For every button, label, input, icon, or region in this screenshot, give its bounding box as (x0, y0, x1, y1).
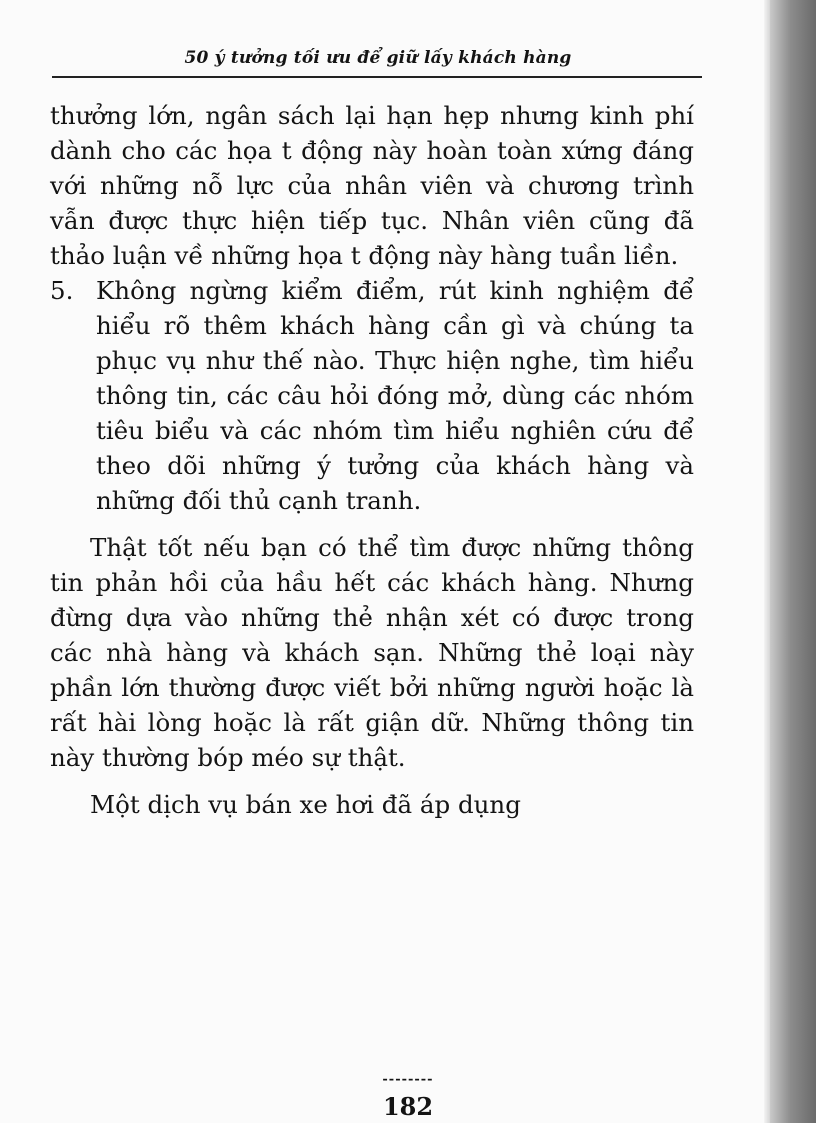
header-rule (52, 76, 702, 78)
continuation-paragraph: thưởng lớn, ngân sách lại hạn hẹp nhưng kinh phí dành cho các họa t động này hoàn toàn xứng đáng với những nỗ lực của nhân viên và chương trình vẫn được thực hiện tiếp tục. Nhân viên cũng đã thảo luận về những họa t động này hàng tuần liền. (50, 101, 694, 270)
item-text: Không ngừng kiểm điểm, rút kinh nghiệm để hiểu rõ thêm khách hàng cần gì và chúng ta phục vụ như thế nào. Thực hiện nghe, tìm hiểu thông tin, các câu hỏi đóng mở, dùng các nhóm tiêu biểu và các nhóm tìm hiểu nghiên cứu để theo dõi những ý tưởng của khách hàng và những đối thủ cạnh tranh. (96, 276, 694, 515)
running-header: 50 ý tưởng tối ưu để giữ lấy khách hàng (184, 48, 572, 68)
item-number: 5. (50, 276, 74, 305)
paragraph-2: Thật tốt nếu bạn có thể tìm được những thông tin phản hồi của hầu hết các khách hàng. Nhưng đừng dựa vào những thẻ nhận xét có được trong các nhà hàng và khách sạn. Những thẻ loại này phần lớn thường được viết bởi những người hoặc là rất hài lòng hoặc là rất giận dữ. Những thông tin này thường bóp méo sự thật. (50, 533, 694, 772)
book-spine (770, 0, 816, 1123)
page-number: 182 (382, 1092, 434, 1121)
body-text (50, 98, 694, 822)
numbered-item (50, 273, 694, 518)
paragraph-3: Một dịch vụ bán xe hơi đã áp dụng (90, 790, 521, 819)
footer-separator: -------- (382, 1072, 434, 1087)
